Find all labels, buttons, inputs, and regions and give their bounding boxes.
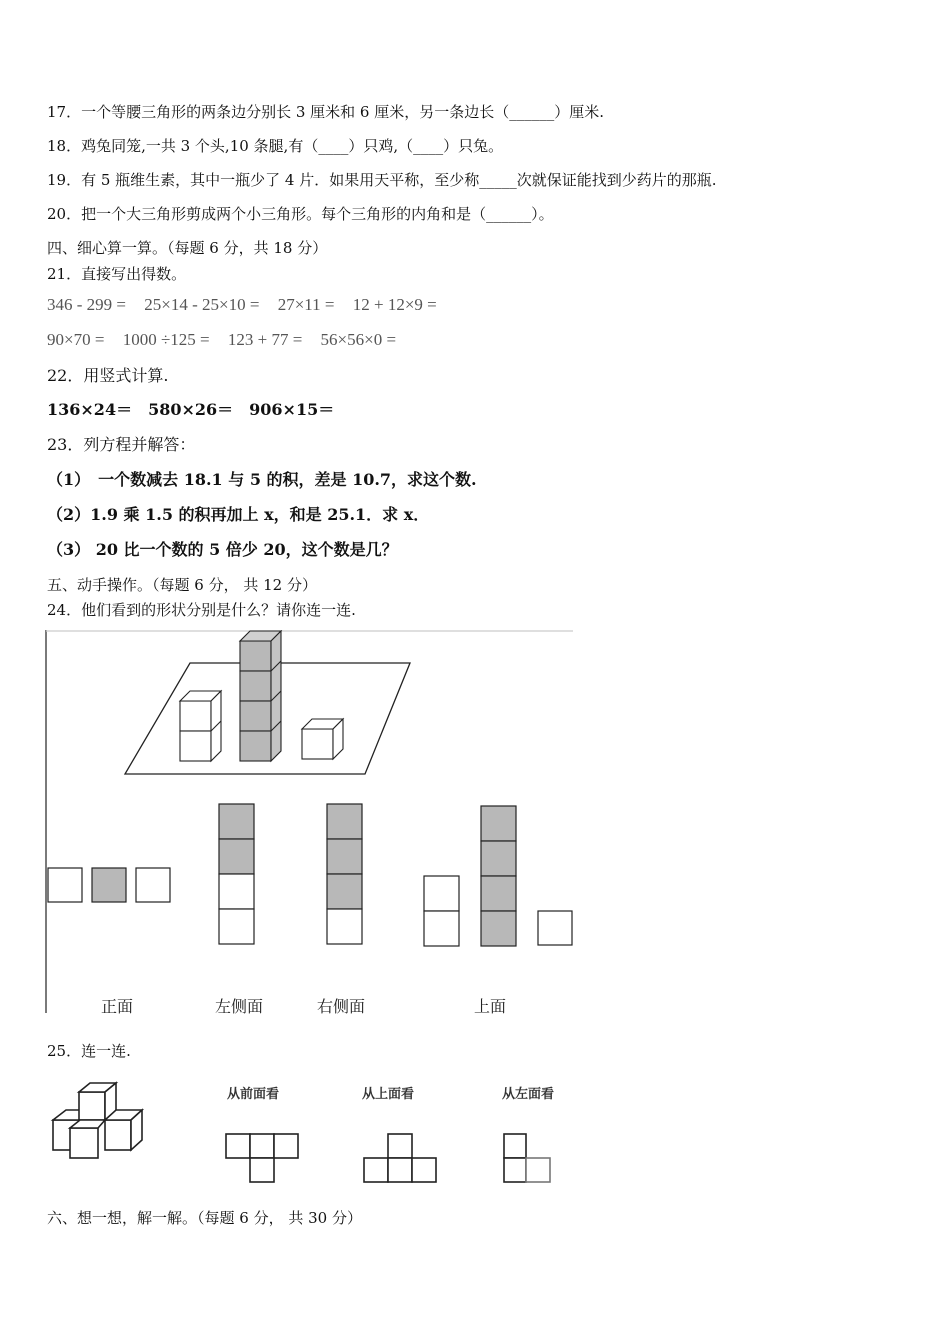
view-option-top bbox=[424, 806, 572, 946]
right-cube bbox=[302, 719, 343, 759]
section-5-heading: 五、动手操作。（每题 6 分， 共 12 分） bbox=[47, 576, 317, 594]
calc-row-2 bbox=[47, 330, 410, 350]
calc-item: 90×70 = bbox=[47, 330, 105, 349]
question-24: 24．他们看到的形状分别是什么？请你连一连. bbox=[47, 601, 356, 619]
calc-item: 1000 ÷125 = bbox=[122, 330, 210, 349]
question-22-items: 136×24＝ 580×26＝ 906×15＝ bbox=[47, 400, 335, 419]
section-6-heading: 六、想一想，解一解。（每题 6 分， 共 30 分） bbox=[47, 1209, 362, 1227]
question-19: 19．有 5 瓶维生素，其中一瓶少了 4 片．如果用天平称，至少称_____次就保证能找到少药片的那瓶. bbox=[47, 171, 717, 189]
header-top-view: 从上面看 bbox=[362, 1087, 415, 1102]
calc-item: 56×56×0 = bbox=[320, 330, 397, 349]
question-21: 21．直接写出得数。 bbox=[47, 265, 187, 283]
calc-item: 25×14 - 25×10 = bbox=[144, 295, 260, 314]
question-23: 23．列方程并解答： bbox=[47, 435, 196, 454]
view-option-front bbox=[48, 868, 170, 902]
question-20: 20．把一个大三角形剪成两个小三角形。每个三角形的内角和是（______）。 bbox=[47, 205, 554, 223]
q24-figure bbox=[45, 630, 575, 1015]
section-4-heading: 四、细心算一算。（每题 6 分，共 18 分） bbox=[47, 239, 328, 257]
calc-item: 123 + 77 = bbox=[227, 330, 303, 349]
calc-row-1 bbox=[47, 295, 451, 315]
question-22: 22．用竖式计算. bbox=[47, 366, 169, 385]
question-23-part-1: （1） 一个数减去 18.1 与 5 的积，差是 10.7，求这个数. bbox=[47, 470, 477, 489]
header-front-view: 从前面看 bbox=[227, 1087, 280, 1102]
calc-item: 346 - 299 = bbox=[47, 295, 126, 314]
label-right-side: 右侧面 bbox=[317, 997, 366, 1016]
view-option-right bbox=[327, 804, 362, 944]
tall-cube-stack bbox=[240, 631, 281, 761]
left-cube-stack bbox=[180, 691, 221, 761]
calc-item: 27×11 = bbox=[277, 295, 335, 314]
q25-left-view-shape bbox=[502, 1128, 562, 1188]
label-left-side: 左侧面 bbox=[215, 997, 264, 1016]
label-top: 上面 bbox=[474, 997, 507, 1016]
header-left-view: 从左面看 bbox=[502, 1087, 555, 1102]
question-23-part-3: （3） 20 比一个数的 5 倍少 20，这个数是几？ bbox=[47, 540, 398, 559]
label-front: 正面 bbox=[101, 997, 134, 1016]
question-17: 17．一个等腰三角形的两条边分别长 3 厘米和 6 厘米，另一条边长（______）厘米. bbox=[47, 103, 605, 121]
q25-front-view-shape bbox=[224, 1128, 304, 1188]
q25-top-view-shape bbox=[362, 1128, 442, 1188]
question-18: 18．鸡兔同笼,一共 3 个头,10 条腿,有（____）只鸡,（____）只兔。 bbox=[47, 137, 504, 155]
q25-solid bbox=[48, 1080, 158, 1160]
view-option-left bbox=[219, 804, 254, 944]
question-23-part-2: （2）1.9 乘 1.5 的积再加上 x，和是 25.1．求 x． bbox=[47, 505, 430, 524]
question-25: 25．连一连. bbox=[47, 1042, 131, 1060]
calc-item: 12 + 12×9 = bbox=[352, 295, 437, 314]
